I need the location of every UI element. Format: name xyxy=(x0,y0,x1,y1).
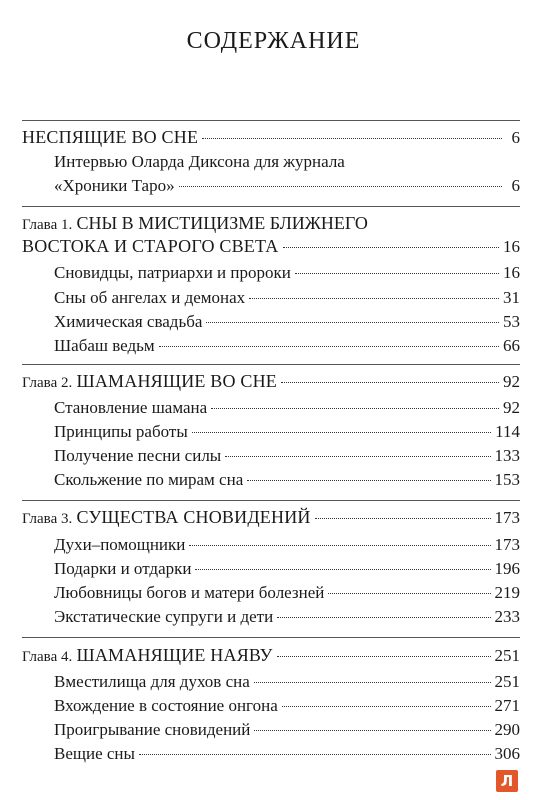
subsection-title: Подарки и отдарки xyxy=(54,559,192,578)
page-number: 92 xyxy=(503,398,520,417)
toc-entry-line: Интервью Оларда Диксона для журнала xyxy=(54,152,345,171)
page-number: 133 xyxy=(494,446,520,465)
toc-entry-subsection[interactable] xyxy=(54,469,520,491)
subsection-title: Скольжение по мирам сна xyxy=(54,470,244,489)
subsection-title: Духи–помощники xyxy=(54,535,186,554)
toc-entry-section-2[interactable] xyxy=(22,370,520,394)
leader-dots xyxy=(282,706,491,707)
chapter-number: Глава 2. xyxy=(22,375,73,391)
toc-entry-subsection[interactable] xyxy=(54,175,520,197)
toc-entry-subsection[interactable] xyxy=(54,582,520,604)
leader-dots xyxy=(139,754,491,755)
toc-entry-subsection[interactable] xyxy=(54,671,520,693)
leader-dots xyxy=(281,382,499,383)
leader-dots xyxy=(283,247,500,248)
page-number: 6 xyxy=(511,176,520,195)
page-number: 233 xyxy=(494,607,520,626)
leader-dots xyxy=(225,456,490,457)
leader-dots xyxy=(315,518,491,519)
toc-entry-subsection[interactable] xyxy=(54,743,520,765)
page-number: 173 xyxy=(494,535,520,554)
leader-dots xyxy=(295,273,499,274)
section-title: ШАМАНЯЩИЕ НАЯВУ xyxy=(76,645,273,665)
subsection-title: Принципы работы xyxy=(54,422,188,441)
publisher-logo xyxy=(496,770,518,792)
subsection-title: Вещие сны xyxy=(54,744,135,763)
leader-dots xyxy=(254,730,490,731)
page-number: 92 xyxy=(503,372,520,391)
page-number: 114 xyxy=(495,422,520,441)
page-number: 219 xyxy=(494,583,520,602)
subsection-title: Вместилища для духов сна xyxy=(54,672,250,691)
subsection-title: Химическая свадьба xyxy=(54,312,203,331)
section-rule xyxy=(22,120,520,121)
toc-entry-subsection[interactable] xyxy=(54,287,520,309)
page-number: 31 xyxy=(503,288,520,307)
toc-entry-subsection[interactable] xyxy=(54,719,520,741)
page-number: 6 xyxy=(511,128,520,147)
page-number: 196 xyxy=(494,559,520,578)
subsection-title: Вхождение в состояние онгона xyxy=(54,696,278,715)
subsection-title: Получение песни силы xyxy=(54,446,222,465)
toc-entry-section-4[interactable] xyxy=(22,644,520,668)
chapter-number: Глава 4. xyxy=(22,649,73,665)
toc-entry-subsection[interactable] xyxy=(54,445,520,467)
section-title: СУЩЕСТВА СНОВИДЕНИЙ xyxy=(76,507,311,527)
toc-entry-section-3[interactable] xyxy=(22,506,520,530)
leader-dots xyxy=(254,682,491,683)
toc-entry-subsection[interactable] xyxy=(54,558,520,580)
toc-entry-section-0[interactable] xyxy=(22,126,520,149)
section-title: НЕСПЯЩИЕ ВО СНЕ xyxy=(22,127,199,147)
page-number: 290 xyxy=(494,720,520,739)
leader-dots xyxy=(159,346,499,347)
subsection-title: Сновидцы, патриархи и пророки xyxy=(54,263,291,282)
section-rule xyxy=(22,364,520,365)
page-number: 16 xyxy=(503,263,520,282)
toc-entry-subsection[interactable] xyxy=(54,262,520,284)
subsection-title: Любовницы богов и матери болезней xyxy=(54,583,325,602)
logo-letter: Л xyxy=(500,772,514,790)
chapter-number: Глава 1. xyxy=(22,217,73,233)
leader-dots xyxy=(202,138,502,139)
chapter-heading-line xyxy=(22,212,368,236)
section-rule xyxy=(22,637,520,638)
page-number: 306 xyxy=(494,744,520,763)
page-number: 173 xyxy=(494,508,520,527)
leader-dots xyxy=(192,432,491,433)
leader-dots xyxy=(277,617,490,618)
leader-dots xyxy=(247,480,490,481)
leader-dots xyxy=(189,545,490,546)
section-rule xyxy=(22,500,520,501)
leader-dots xyxy=(179,186,502,187)
page-number: 271 xyxy=(494,696,520,715)
toc-entry-subsection[interactable] xyxy=(54,534,520,556)
leader-dots xyxy=(195,569,490,570)
page-number: 53 xyxy=(503,312,520,331)
page-number: 16 xyxy=(503,237,520,256)
leader-dots xyxy=(206,322,499,323)
section-title: ШАМАНЯЩИЕ ВО СНЕ xyxy=(76,371,278,391)
subsection-title: Становление шамана xyxy=(54,398,208,417)
page-number: 251 xyxy=(494,672,520,691)
section-title: ВОСТОКА И СТАРОГО СВЕТА xyxy=(22,236,279,256)
toc-entry-section-1[interactable] xyxy=(22,235,520,258)
toc-entry-subsection[interactable] xyxy=(54,421,520,443)
leader-dots xyxy=(249,298,499,299)
subsection-title: Экстатические супруги и дети xyxy=(54,607,274,626)
page-title: СОДЕРЖАНИЕ xyxy=(186,28,361,54)
leader-dots xyxy=(211,408,499,409)
leader-dots xyxy=(328,593,490,594)
subsection-title: Проигрывание сновидений xyxy=(54,720,251,739)
toc-entry-subsection[interactable] xyxy=(54,397,520,419)
chapter-number: Глава 3. xyxy=(22,511,73,527)
toc-entry-subsection[interactable] xyxy=(54,606,520,628)
page-number: 66 xyxy=(503,336,520,355)
subsection-title: Сны об ангелах и демонах xyxy=(54,288,246,307)
page-number: 153 xyxy=(494,470,520,489)
toc-entry-subsection[interactable] xyxy=(54,311,520,333)
subsection-title: Шабаш ведьм xyxy=(54,336,155,355)
toc-entry-subsection[interactable] xyxy=(54,695,520,717)
toc-entry-subsection[interactable] xyxy=(54,335,520,357)
leader-dots xyxy=(277,656,491,657)
chapter-title-line: СНЫ В МИСТИЦИЗМЕ БЛИЖНЕГО xyxy=(76,213,368,233)
subsection-title: «Хроники Таро» xyxy=(54,176,175,195)
section-rule xyxy=(22,206,520,207)
page-number: 251 xyxy=(494,646,520,665)
